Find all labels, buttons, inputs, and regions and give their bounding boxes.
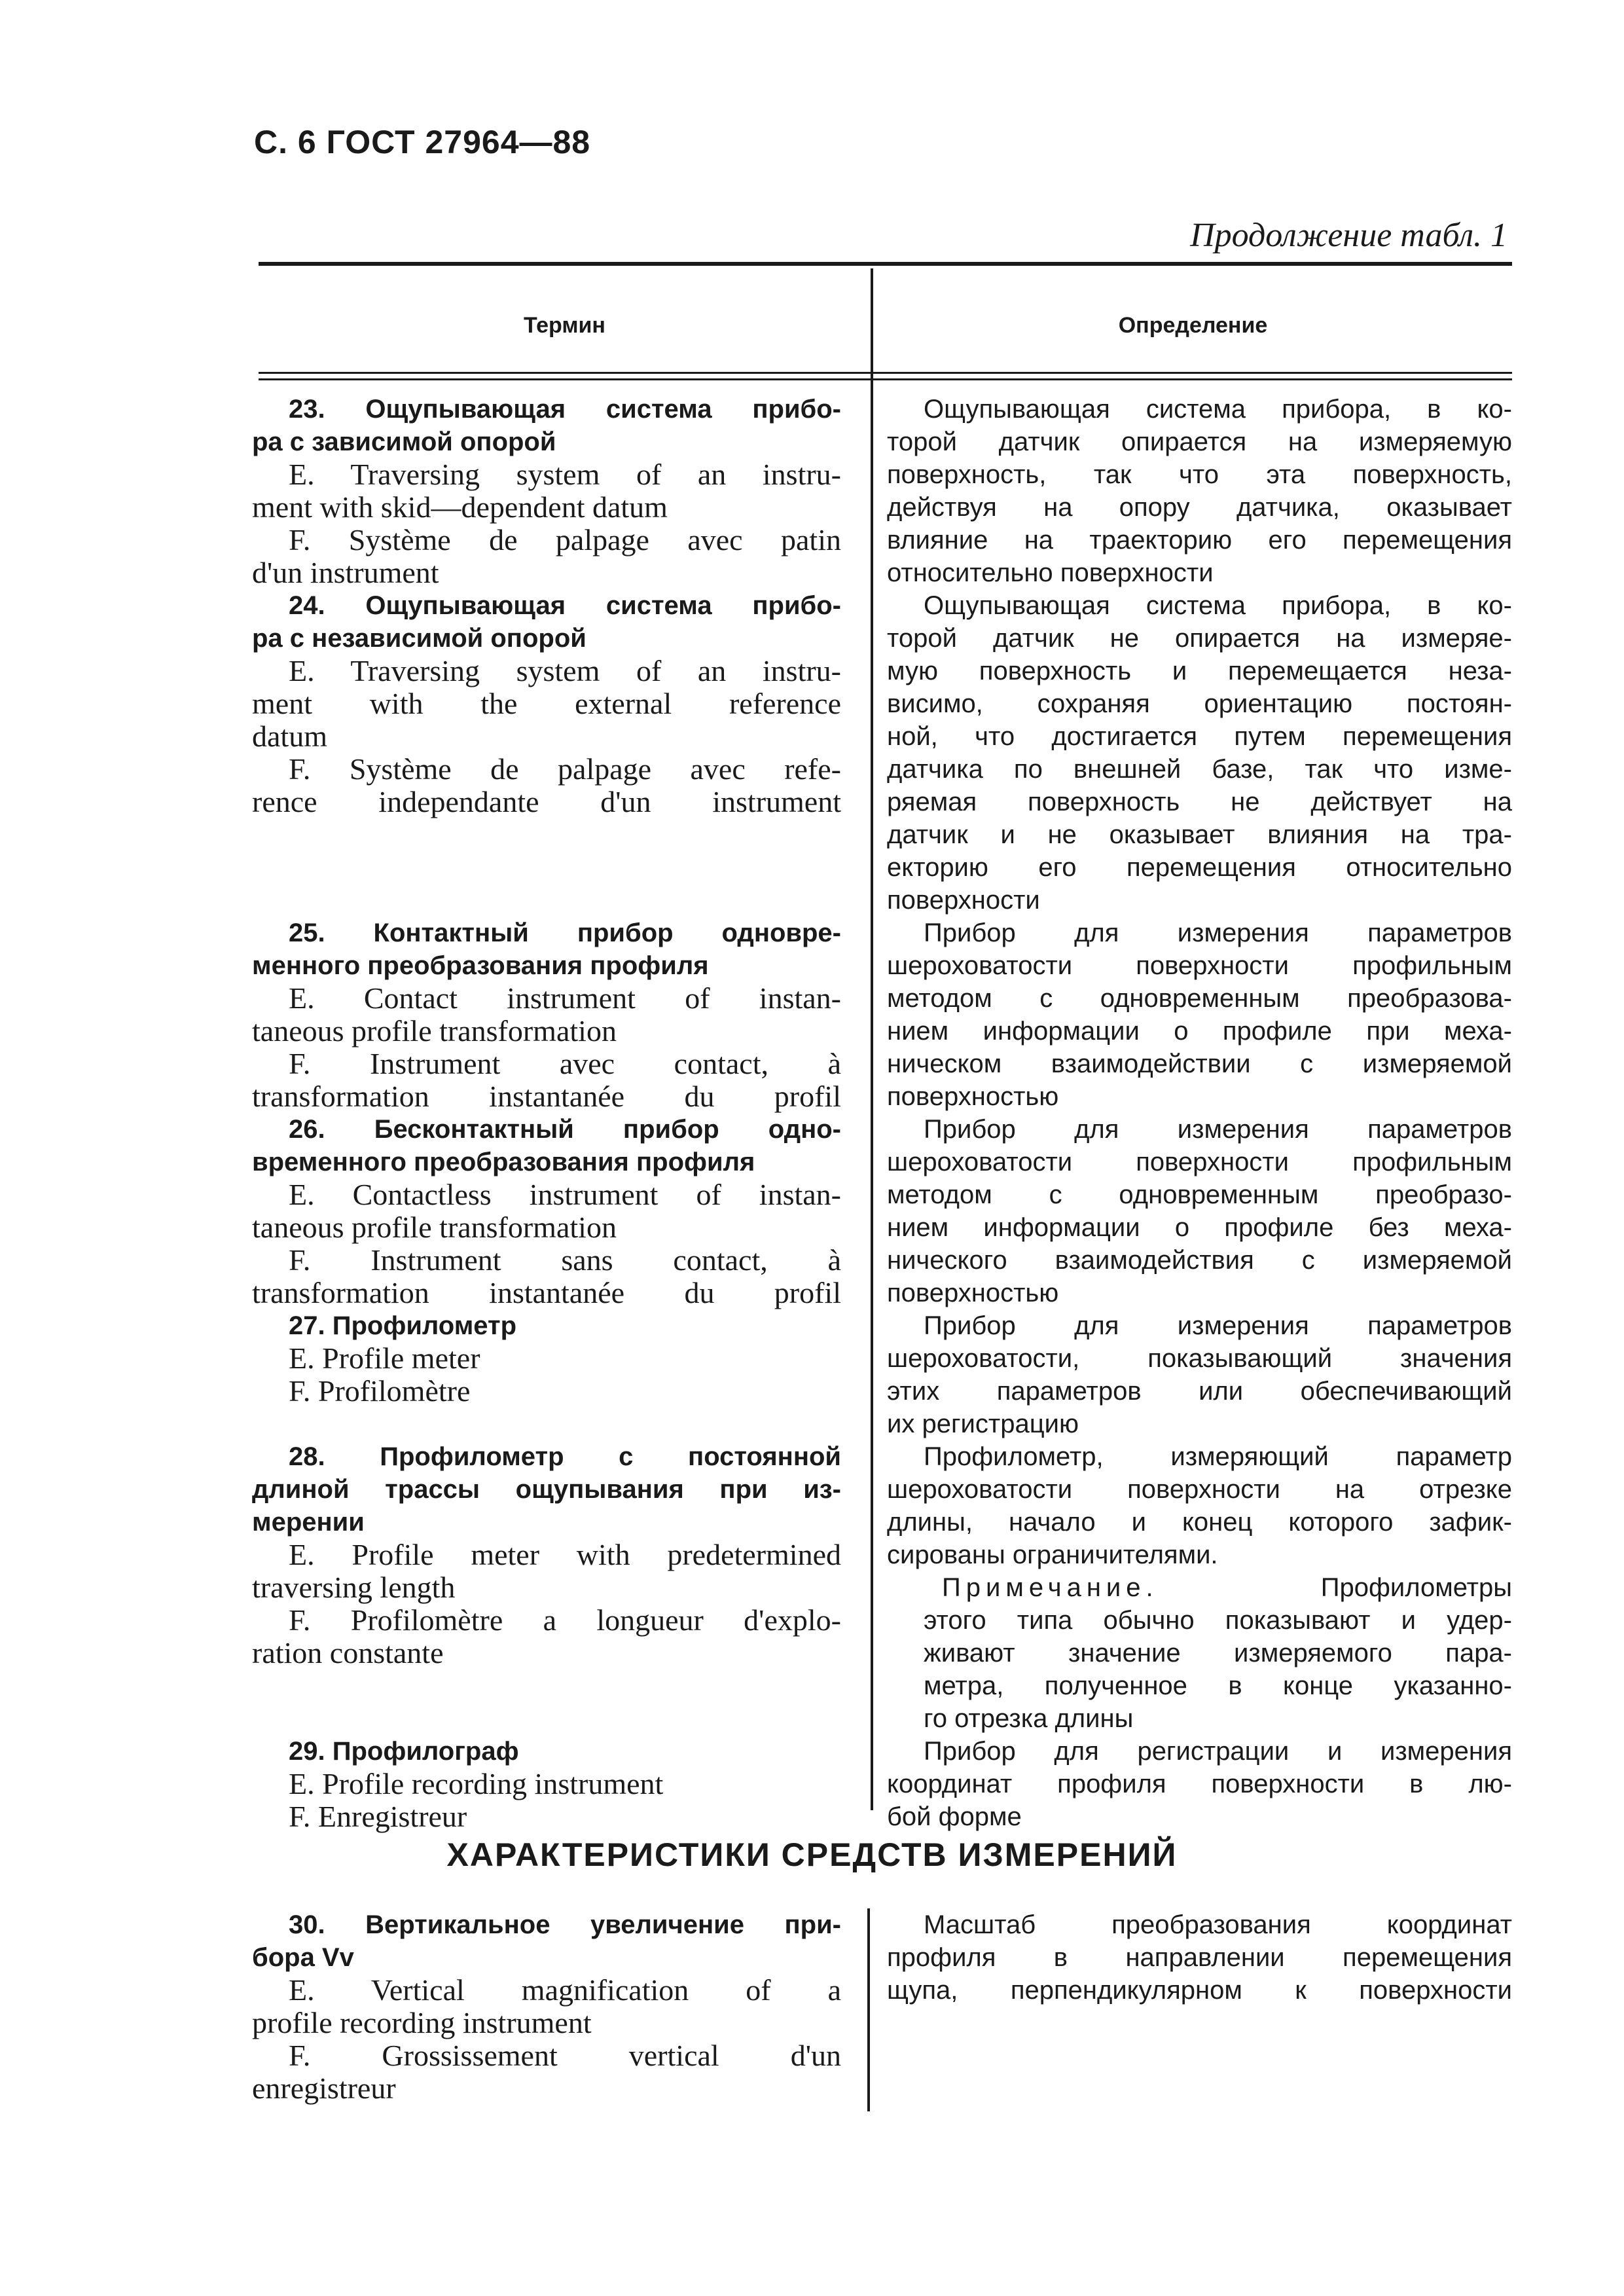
term-entry-28 [252, 1440, 841, 1669]
definition-line: датчика по внешней базе, так что изме- [887, 755, 1512, 784]
note-title: Примечание. [942, 1573, 1159, 1602]
definition-line: мую поверхность и перемещается неза- [887, 657, 1512, 685]
term-entry-27 [252, 1309, 841, 1408]
definition-column-header: Определение [1118, 313, 1268, 338]
term-title: 29. Профилограф [289, 1737, 519, 1766]
term-entry-24 [252, 589, 841, 818]
term-english: traversing length [252, 1571, 456, 1604]
term-entry-29 [252, 1735, 841, 1833]
term-entry-23 [252, 393, 841, 589]
term-title: 26. Бесконтактный прибор одно- [289, 1115, 841, 1144]
definition-line: этих параметров или обеспечивающий [887, 1377, 1512, 1406]
term-french: F. Système de palpage avec refe- [289, 752, 841, 786]
note-first-word: Профилометры [1320, 1573, 1512, 1602]
note-line: го отрезка длины [924, 1704, 1134, 1733]
term-english: taneous profile transformation [252, 1211, 617, 1244]
definition-line: сированы ограничителями. [887, 1540, 1218, 1569]
definition-line: датчик и не оказывает влияния на тра- [887, 820, 1512, 849]
note-line: живают значение измеряемого пара- [924, 1639, 1512, 1667]
definition-line: нием информации о профиле при меха- [887, 1017, 1512, 1046]
term-french: transformation instantanée du profil [252, 1276, 841, 1309]
definition-26 [887, 1113, 1512, 1309]
term-column [252, 393, 841, 1833]
term-french: F. Profilomètre [289, 1374, 471, 1408]
continuation-label: Продолжение табл. 1 [1190, 217, 1507, 254]
definition-line: их регистрацию [887, 1410, 1079, 1438]
term-title: 28. Профилометр с постоянной [289, 1442, 841, 1471]
definition-line: поверхностью [887, 1279, 1059, 1307]
page-header: С. 6 ГОСТ 27964—88 [254, 124, 591, 160]
term-title: бора Vv [252, 1943, 354, 1972]
definition-line: поверхность, так что эта поверхность, [887, 460, 1512, 489]
definition-line: шероховатости, показывающий значения [887, 1344, 1512, 1373]
definition-line: екторию его перемещения относительно [887, 853, 1512, 882]
definition-line: профиля в направлении перемещения [887, 1943, 1512, 1972]
term-english: E. Traversing system of an instru- [289, 654, 841, 687]
definition-line: координат профиля поверхности в лю- [887, 1770, 1512, 1798]
term-entry-30 [252, 1908, 841, 2105]
term-english: datum [252, 720, 327, 753]
term-french: F. Enregistreur [289, 1800, 467, 1833]
header-bottom-rule-2 [259, 378, 1512, 380]
definition-line: относительно поверхности [887, 558, 1214, 587]
term-english: E. Profile meter with predetermined [289, 1538, 841, 1571]
definition-line: Профилометр, измеряющий параметр [924, 1442, 1512, 1471]
term-title: мерении [252, 1508, 365, 1537]
definition-line: торой датчик не опирается на измеряе- [887, 624, 1512, 653]
term-title: ра с независимой опорой [252, 624, 586, 653]
term-title: 23. Ощупывающая система прибо- [289, 395, 841, 424]
definition-line: нического взаимодействия с измеряемой [887, 1246, 1512, 1275]
term-title: 24. Ощупывающая система прибо- [289, 591, 841, 620]
definition-line: Ощупывающая система прибора, в ко- [924, 591, 1512, 620]
note-line: этого типа обычно показывают и удер- [924, 1606, 1512, 1635]
term-entry-25 [252, 917, 841, 1113]
definition-line: Прибор для измерения параметров [924, 1115, 1512, 1144]
term-english: profile recording instrument [252, 2006, 592, 2039]
term-french: rence independante d'un instrument [252, 785, 841, 818]
section-heading: ХАРАКТЕРИСТИКИ СРЕДСТВ ИЗМЕРЕНИЙ [446, 1836, 1178, 1873]
definition-column [887, 393, 1512, 1833]
term-english: E. Vertical magnification of a [289, 1973, 841, 2007]
term-title: менного преобразования профиля [252, 951, 709, 980]
definition-line: торой датчик опирается на измеряемую [887, 428, 1512, 456]
definition-line: поверхностью [887, 1082, 1059, 1111]
term-english: ment with the external reference [252, 687, 841, 720]
definition-line: поверхности [887, 886, 1040, 915]
definition-line: методом с одновременным преобразо- [887, 1180, 1512, 1209]
definition-line: Прибор для измерения параметров [924, 919, 1512, 947]
column-divider [871, 268, 873, 1810]
definition-line: Прибор для измерения параметров [924, 1311, 1512, 1340]
definition-line: щупа, перпендикулярном к поверхности [887, 1976, 1512, 2005]
term-english: ment with skid—dependent datum [252, 490, 668, 524]
term-french: enregistreur [252, 2071, 396, 2105]
term-french: transformation instantanée du profil [252, 1080, 841, 1113]
definition-line: бой форме [887, 1802, 1022, 1831]
definition-line: шероховатости поверхности профильным [887, 951, 1512, 980]
definition-line: длины, начало и конец которого зафик- [887, 1508, 1512, 1537]
header-bottom-rule-1 [259, 372, 1512, 374]
definition-line: влияние на траекторию его перемещения [887, 526, 1512, 555]
definition-23 [887, 393, 1512, 589]
definition-30 [887, 1908, 1512, 2007]
definition-line: ной, что достигается путем перемещения [887, 722, 1512, 751]
definition-line: шероховатости поверхности профильным [887, 1148, 1512, 1176]
term-french: F. Grossissement vertical d'un [289, 2039, 841, 2072]
definition-line: ническом взаимодействии с измеряемой [887, 1049, 1512, 1078]
term-title: 25. Контактный прибор одновре- [289, 919, 841, 947]
table-top-rule [259, 262, 1512, 266]
definition-line: Прибор для регистрации и измерения [924, 1737, 1512, 1766]
note-heading-line [887, 1571, 1512, 1604]
definition-line: шероховатости поверхности на отрезке [887, 1475, 1512, 1504]
definition-25 [887, 917, 1512, 1113]
term-french: F. Système de palpage avec patin [289, 523, 841, 556]
term-title: длиной трассы ощупывания при из- [252, 1475, 841, 1504]
term-english: E. Traversing system of an instru- [289, 458, 841, 491]
definition-line: Масштаб преобразования координат [924, 1910, 1512, 1939]
definition-line: Ощупывающая система прибора, в ко- [924, 395, 1512, 424]
definition-line: нием информации о профиле без меха- [887, 1213, 1512, 1242]
term-title: 30. Вертикальное увеличение при- [289, 1910, 841, 1939]
note-line: метра, полученное в конце указанно- [924, 1671, 1512, 1700]
term-english: taneous profile transformation [252, 1014, 617, 1048]
term-french: F. Instrument sans contact, à [289, 1243, 841, 1277]
definition-27 [887, 1309, 1512, 1440]
term-title: 27. Профилометр [289, 1311, 517, 1340]
definition-line: методом с одновременным преобразова- [887, 984, 1512, 1013]
term-french: F. Profilomètre a longueur d'explo- [289, 1603, 841, 1637]
term-english: E. Contactless instrument of instan- [289, 1178, 841, 1211]
column-divider-lower [867, 1908, 870, 2111]
definition-line: висимо, сохраняя ориентацию постоян- [887, 689, 1512, 718]
term-english: E. Profile meter [289, 1341, 480, 1375]
term-entry-26 [252, 1113, 841, 1309]
term-title: временного преобразования профиля [252, 1148, 755, 1176]
term-french: ration constante [252, 1636, 444, 1669]
term-column-header: Термин [524, 313, 605, 338]
definition-28 [887, 1440, 1512, 1735]
term-english: E. Profile recording instrument [289, 1767, 664, 1800]
definition-line: действуя на опору датчика, оказывает [887, 493, 1512, 522]
definition-29 [887, 1735, 1512, 1833]
term-french: F. Instrument avec contact, à [289, 1047, 841, 1080]
definition-24 [887, 589, 1512, 917]
definition-line: ряемая поверхность не действует на [887, 788, 1512, 816]
term-title: ра с зависимой опорой [252, 428, 556, 456]
term-french: d'un instrument [252, 556, 439, 589]
term-english: E. Contact instrument of instan- [289, 981, 841, 1015]
